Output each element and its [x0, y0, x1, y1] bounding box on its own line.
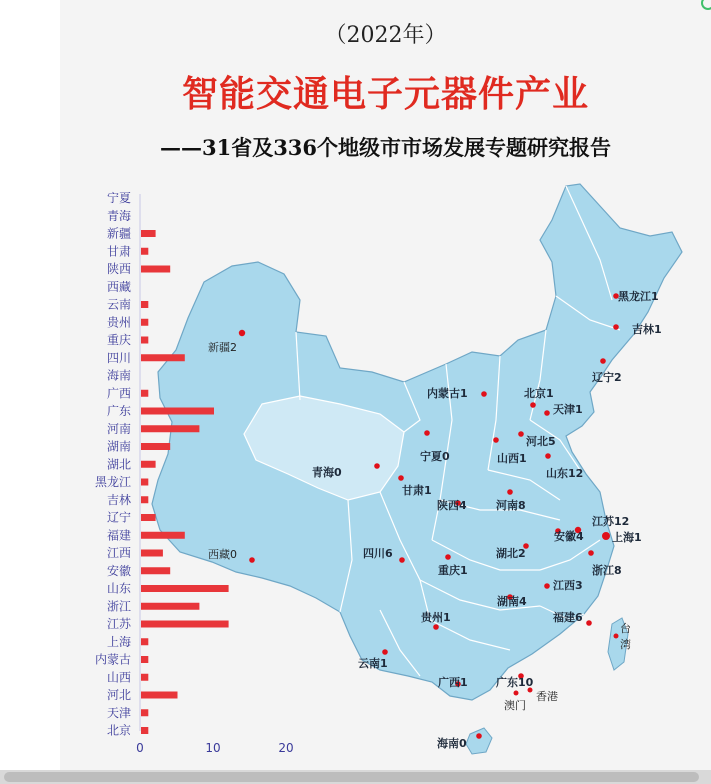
bar — [141, 621, 229, 628]
map-province-label: 甘肃1 — [402, 484, 432, 497]
bar — [141, 514, 156, 521]
map-province-label: 北京1 — [524, 387, 554, 400]
category-label: 广东 — [106, 404, 131, 418]
category-label: 江苏 — [106, 617, 131, 631]
bar — [141, 550, 163, 557]
map-dot — [545, 453, 551, 459]
category-label: 内蒙古 — [94, 652, 131, 667]
bar — [141, 354, 185, 361]
category-label: 安徽 — [106, 563, 131, 578]
map-dot — [433, 624, 439, 630]
map-dot — [382, 649, 388, 655]
bar — [141, 709, 148, 716]
map-extra-label: 澳门 — [504, 699, 526, 712]
bar — [141, 425, 199, 432]
map-dot — [588, 550, 594, 556]
category-label: 吉林 — [106, 492, 131, 507]
map-extra-label: 台 — [620, 622, 631, 635]
map-province-label: 山东12 — [546, 467, 584, 480]
map-dot — [424, 430, 430, 436]
map-province-label: 辽宁2 — [592, 371, 622, 384]
map-dot — [544, 583, 550, 589]
map-province-label: 青海0 — [312, 466, 342, 479]
map-dot — [518, 431, 524, 437]
category-label: 辽宁 — [106, 510, 131, 525]
map-extra-label: 香港 — [536, 690, 558, 703]
bar — [141, 337, 148, 344]
bar — [141, 390, 148, 397]
bar — [141, 248, 148, 255]
map-province-label: 吉林1 — [632, 323, 662, 336]
map-dot — [613, 324, 619, 330]
bar — [141, 479, 148, 486]
bar — [141, 603, 199, 610]
map-province-label: 浙江8 — [592, 564, 622, 577]
bar — [141, 443, 170, 450]
map-dot — [374, 463, 380, 469]
category-labels — [95, 191, 132, 738]
map-province-label: 天津1 — [553, 403, 583, 416]
map-dot — [398, 475, 404, 481]
category-label: 湖北 — [106, 457, 131, 472]
category-label: 四川 — [106, 350, 131, 365]
category-label: 西藏 — [106, 279, 131, 294]
bar — [141, 266, 170, 273]
category-label: 云南 — [106, 297, 131, 312]
map-province-label: 广西1 — [438, 676, 468, 689]
map-dot — [544, 410, 550, 416]
map-province-label: 江苏12 — [592, 515, 630, 528]
map-province-label: 陕西4 — [437, 499, 467, 512]
bar — [141, 656, 148, 663]
bar — [141, 301, 148, 308]
map-province-label: 湖北2 — [496, 547, 526, 560]
category-label: 宁夏 — [106, 191, 131, 205]
map-province-label: 山西1 — [497, 452, 527, 465]
map-province-label: 广东10 — [496, 676, 534, 689]
map-dot — [476, 733, 482, 739]
map-province-label: 黑龙江1 — [618, 290, 659, 303]
map-dot — [493, 437, 499, 443]
map-province-label: 上海1 — [612, 531, 642, 544]
map-province-label: 海南0 — [437, 737, 467, 750]
map-province-label: 新疆2 — [208, 341, 237, 354]
map-dot — [399, 557, 405, 563]
bar — [141, 496, 148, 503]
map-province-label: 江西3 — [553, 579, 583, 592]
category-label: 上海 — [106, 634, 131, 649]
map-province-label: 河北5 — [526, 435, 556, 448]
hainan-island-shape — [466, 728, 492, 754]
bar — [141, 727, 148, 734]
map-province-label: 云南1 — [358, 657, 388, 670]
report-title: 智能交通电子元器件产业 — [181, 73, 589, 115]
category-label: 海南 — [106, 368, 131, 383]
map-dot — [239, 330, 245, 336]
category-label: 广西 — [106, 386, 131, 401]
map-province-label: 河南8 — [496, 499, 526, 512]
x-tick-label: 0 — [136, 741, 144, 755]
category-label: 河北 — [106, 688, 131, 702]
bar — [141, 567, 170, 574]
bar — [141, 638, 148, 645]
category-label: 新疆 — [106, 226, 131, 241]
report-subtitle: ——31省及336个地级市市场发展专题研究报告 — [159, 135, 612, 160]
map-province-label: 湖南4 — [497, 595, 527, 608]
category-label: 福建 — [106, 528, 131, 543]
x-tick-label: 20 — [278, 741, 294, 755]
map-dot — [530, 402, 536, 408]
map-province-label: 安徽4 — [554, 530, 584, 543]
category-label: 浙江 — [106, 599, 131, 614]
map-dot — [600, 358, 606, 364]
map-dot — [602, 532, 610, 540]
bar — [141, 230, 156, 237]
china-map — [152, 184, 682, 754]
category-label: 陕西 — [106, 262, 131, 276]
category-label: 河南 — [106, 421, 131, 436]
map-dot — [614, 634, 619, 639]
bar — [141, 408, 214, 415]
category-label: 甘肃 — [106, 244, 131, 259]
map-province-label: 贵州1 — [421, 611, 451, 624]
bar — [141, 461, 156, 468]
map-province-label: 四川6 — [363, 547, 393, 560]
category-label: 黑龙江 — [94, 475, 131, 489]
map-dot — [586, 620, 592, 626]
map-extra-label: 湾 — [620, 638, 631, 651]
report-year: （2022年） — [324, 23, 447, 48]
bar — [141, 532, 185, 539]
scrollbar-thumb[interactable] — [4, 772, 699, 782]
category-label: 江西 — [106, 546, 131, 560]
map-province-label: 重庆1 — [438, 564, 468, 577]
map-dot — [507, 489, 513, 495]
map-dot — [514, 691, 519, 696]
bar — [141, 319, 148, 326]
category-label: 湖南 — [106, 439, 131, 454]
category-label: 青海 — [106, 208, 131, 223]
category-label: 天津 — [106, 705, 131, 720]
category-label: 贵州 — [106, 315, 131, 330]
category-label: 山西 — [106, 670, 131, 685]
map-province-label: 内蒙古1 — [427, 387, 468, 400]
category-label: 北京 — [106, 723, 131, 738]
map-province-label: 西藏0 — [208, 548, 237, 561]
map-dot — [249, 557, 255, 563]
map-dot — [445, 554, 451, 560]
bar — [141, 585, 229, 592]
map-province-label: 福建6 — [553, 611, 583, 624]
x-tick-labels — [136, 741, 293, 755]
category-label: 重庆 — [106, 333, 131, 347]
category-label: 山东 — [106, 581, 131, 596]
map-province-label: 宁夏0 — [420, 450, 450, 463]
x-tick-label: 10 — [205, 741, 221, 755]
bar — [141, 692, 178, 699]
bar — [141, 674, 148, 681]
china-map-shape — [152, 184, 682, 700]
map-dot — [481, 391, 487, 397]
